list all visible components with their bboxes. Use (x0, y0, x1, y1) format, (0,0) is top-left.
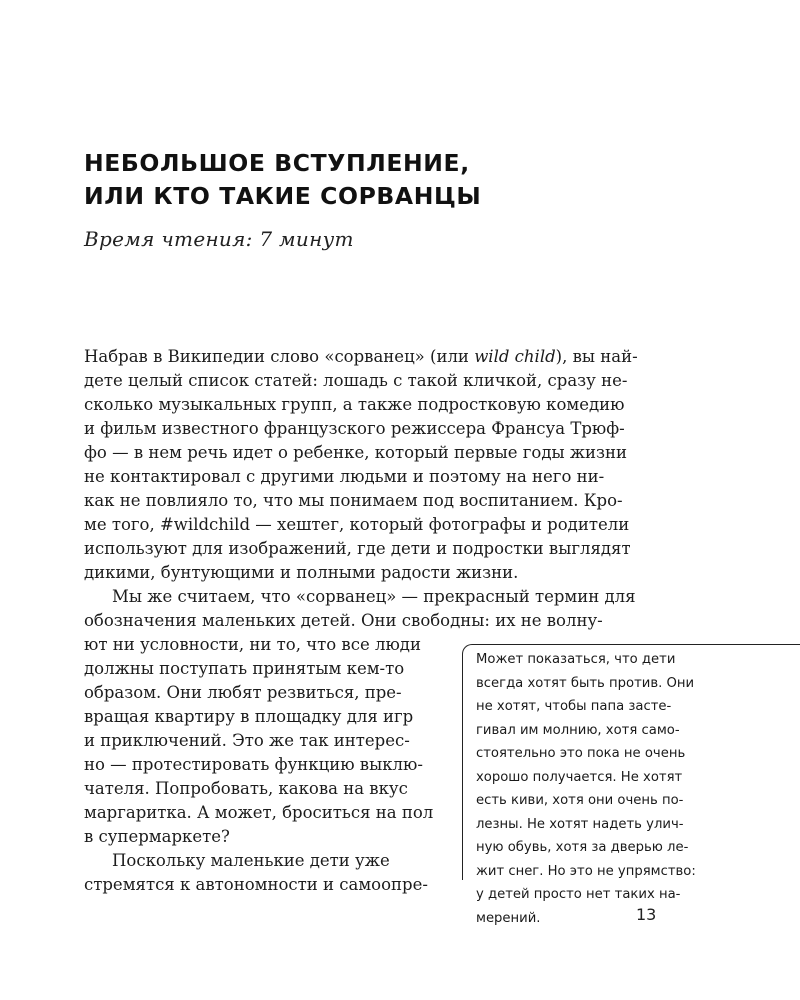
body-line: образом. Они любят резвиться, пре- (84, 683, 402, 702)
body-line: маргаритка. А может, броситься на пол (84, 803, 434, 822)
chapter-title-line: НЕБОЛЬШОЕ ВСТУПЛЕНИЕ, (84, 149, 470, 177)
reading-time: Время чтения: 7 минут (84, 227, 354, 251)
sidebar-line: Может показаться, что дети (476, 652, 676, 667)
sidebar-line: мерений. (476, 910, 541, 926)
body-line: дете целый список статей: лошадь с такой кличкой, сразу не- (84, 371, 628, 390)
body-line: обозначения маленьких детей. Они свободны: их не волну- (84, 611, 603, 630)
body-line: вращая квартиру в площадку для игр (84, 707, 414, 726)
body-line: Мы же считаем, что «сорванец» — прекрасный термин для (112, 587, 636, 606)
sidebar-line: гивал им молнию, хотя само- (476, 722, 680, 738)
sidebar-line: жит снег. Но это не упрямство: (476, 863, 696, 879)
sidebar-line: у детей просто нет таких на- (476, 887, 681, 902)
sidebar-line: не хотят, чтобы папа засте- (476, 699, 672, 714)
body-line: должны поступать принятым кем-то (84, 659, 405, 678)
body-line: фо — в нем речь идет о ребенке, который первые годы жизни (84, 443, 628, 462)
body-line: ме того, #wildchild — хештег, который фотографы и родители (84, 515, 630, 534)
body-line: и приключений. Это же так интерес- (84, 731, 410, 750)
sidebar-line: есть киви, хотя они очень по- (476, 793, 684, 808)
chapter-title-line: ИЛИ КТО ТАКИЕ СОРВАНЦЫ (84, 182, 482, 210)
sidebar-line: хорошо получается. Не хотят (476, 769, 683, 785)
body-line: и фильм известного французского режиссера Франсуа Трюф- (84, 419, 625, 438)
sidebar-line: стоятельно это пока не очень (476, 746, 686, 761)
body-line: как не повлияло то, что мы понимаем под воспитанием. Кро- (84, 491, 623, 510)
body-line: Поскольку маленькие дети уже (112, 851, 390, 870)
body-line: стремятся к автономности и самоопре- (84, 875, 428, 894)
sidebar-line: лезны. Не хотят надеть улич- (476, 816, 684, 832)
body-line: ют ни условности, ни то, что все люди (84, 635, 421, 654)
body-line: в супермаркете? (84, 827, 230, 846)
body-line: не контактировал с другими людьми и поэтому на него ни- (84, 467, 605, 486)
chapter-title (84, 147, 481, 213)
sidebar-line: всегда хотят быть против. Они (476, 675, 695, 691)
body-line: используют для изображений, где дети и подростки выглядят (84, 539, 631, 558)
page-number: 13 (636, 905, 657, 924)
body-line: но — протестировать функцию выклю- (84, 755, 423, 774)
sidebar-line: ную обувь, хотя за дверью ле- (476, 840, 689, 855)
body-line: дикими, бунтующими и полными радости жизни. (84, 563, 519, 582)
body-line: чателя. Попробовать, какова на вкус (84, 779, 408, 798)
body-line: Набрав в Википедии слово «сорванец» (или wild child), вы най- (84, 347, 638, 366)
body-line: сколько музыкальных групп, а также подростковую комедию (84, 395, 625, 414)
